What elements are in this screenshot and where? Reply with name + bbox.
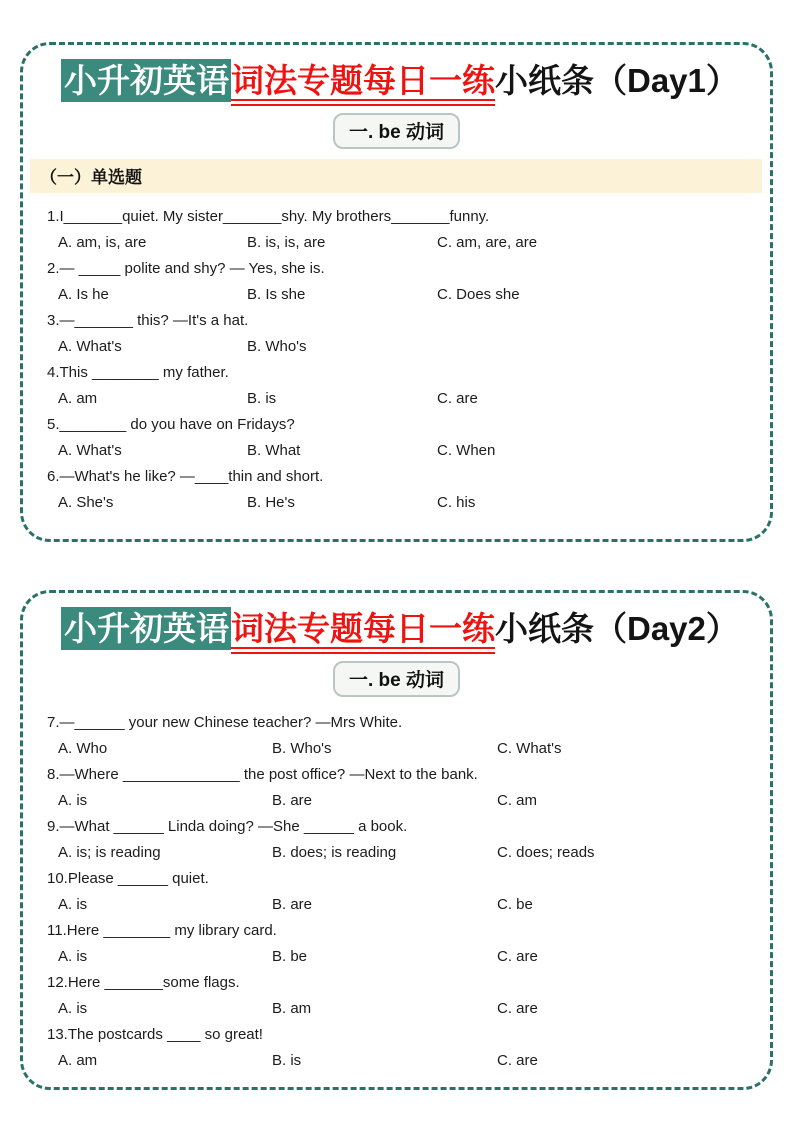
option-b: B. Who's [272,739,332,757]
option-b: B. is [272,1051,302,1069]
question-options [58,230,754,256]
option-b: B. be [272,947,308,965]
option-b: B. is [247,389,277,407]
option-a: A. am [58,389,98,407]
topic-badge: 一. be 动词 [333,661,460,697]
question-stem: 12.Here _______some flags. [47,973,240,991]
option-a: A. am, is, are [58,233,147,251]
option-b: B. What [247,441,301,459]
question-options [58,438,754,464]
option-c: C. are [437,389,478,407]
option-c: C. What's [497,739,562,757]
option-a: A. What's [58,337,122,355]
question-stem: 4.This ________ my father. [47,363,229,381]
option-b: B. Is she [247,285,306,303]
option-c: C. be [497,895,533,913]
question-options [58,490,754,516]
option-c: C. am, are, are [437,233,538,251]
question-stem: 11.Here ________ my library card. [47,921,277,939]
question-options [58,996,754,1022]
question-stem: 1.I_______quiet. My sister_______shy. My brothers_______funny. [47,207,490,225]
option-b: B. am [272,999,312,1017]
title-topic-red: 词法专题每日一练 [231,62,495,106]
option-c: C. Does she [437,285,520,303]
option-a: A. is [58,999,88,1017]
option-a: A. is [58,895,88,913]
question-stem: 10.Please ______ quiet. [47,869,209,887]
option-c: C. When [437,441,496,459]
question-options [58,840,754,866]
card-title [61,58,770,105]
question-stem: 9.—What ______ Linda doing? —She ______ a book. [47,817,408,835]
option-a: A. Is he [58,285,109,303]
option-a: A. What's [58,441,122,459]
question-stem: 13.The postcards ____ so great! [47,1025,263,1043]
option-b: B. are [272,895,313,913]
question-stem: 5.________ do you have on Fridays? [47,415,295,433]
title-tail: 小纸条（Day1） [495,62,739,99]
question-stem: 8.—Where ______________ the post office? —Next to the bank. [47,765,478,783]
question-options [58,788,754,814]
title-highlight: 小升初英语 [61,59,231,102]
option-a: A. is; is reading [58,843,161,861]
question-options [58,282,754,308]
option-b: B. are [272,791,313,809]
option-a: A. Who [58,739,108,757]
option-c: C. his [437,493,476,511]
option-a: A. is [58,791,88,809]
question-options [58,386,754,412]
option-c [437,334,754,360]
option-a: A. is [58,947,88,965]
topic-badge: 一. be 动词 [333,113,460,149]
question-options [58,1048,754,1074]
question-options [58,334,754,360]
option-a: A. am [58,1051,98,1069]
question-stem: 6.—What's he like? —____thin and short. [47,467,324,485]
question-options [58,892,754,918]
worksheet-card-day1 [20,42,773,542]
question-list [47,710,754,1074]
question-stem: 2.— _____ polite and shy? — Yes, she is. [47,259,325,277]
title-topic-red: 词法专题每日一练 [231,610,495,654]
option-c: C. are [497,999,538,1017]
badge-row [23,113,770,149]
option-c: C. are [497,1051,538,1069]
option-c: C. are [497,947,538,965]
option-c: C. am [497,791,538,809]
title-highlight: 小升初英语 [61,607,231,650]
option-b: B. does; is reading [272,843,397,861]
question-stem: 7.—______ your new Chinese teacher? —Mrs White. [47,713,403,731]
worksheet-card-day2 [20,590,773,1090]
badge-row [23,661,770,697]
option-b: B. Who's [247,337,307,355]
option-c: C. does; reads [497,843,595,861]
option-b: B. He's [247,493,295,511]
question-list [47,204,754,516]
option-a: A. She's [58,493,114,511]
question-options [58,736,754,762]
card-title [61,606,770,653]
title-tail: 小纸条（Day2） [495,610,739,647]
section-header: （一）单选题 [30,159,762,193]
question-stem: 3.—_______ this? —It's a hat. [47,311,249,329]
option-b: B. is, is, are [247,233,326,251]
question-options [58,944,754,970]
